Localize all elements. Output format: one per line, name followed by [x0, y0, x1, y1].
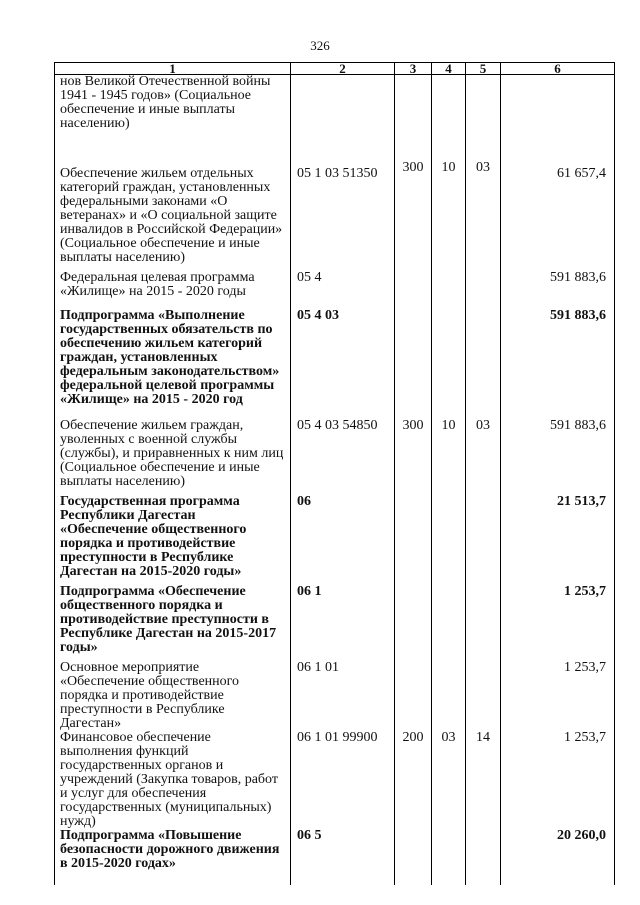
table-row	[55, 419, 615, 495]
cell-name: Основное мероприятие «Обеспечение общественного порядка и противодействие преступности в Республике Дагестан»	[55, 661, 291, 731]
cell-c5	[466, 829, 501, 885]
cell-code: 06 1 01	[291, 661, 395, 731]
table-row	[55, 829, 615, 885]
cell-c4	[432, 661, 466, 731]
cell-c4	[432, 271, 466, 309]
cell-code: 06 1	[291, 585, 395, 661]
column-header: 5	[466, 63, 501, 75]
cell-c4	[432, 75, 466, 162]
table-row	[55, 75, 615, 162]
table-row	[55, 661, 615, 731]
cell-code: 05 4 03	[291, 309, 395, 419]
column-header: 1	[55, 63, 291, 75]
cell-c5: 14	[466, 731, 501, 829]
cell-code: 06 1 01 99900	[291, 731, 395, 829]
cell-c3	[395, 271, 432, 309]
cell-name: Обеспечение жильем отдельных категорий граждан, установленных федеральными законами «О ветеранах» и «О социальной защите инвалидов в Российской Федерации» (Социальное обеспечение и иные выплаты населению)	[55, 161, 291, 271]
cell-amount	[501, 75, 615, 162]
cell-c4: 10	[432, 419, 466, 495]
cell-name: Обеспечение жильем граждан, уволенных с военной службы (службы), и приравненных к ним лиц (Социальное обеспечение и иные выплаты населению)	[55, 419, 291, 495]
cell-code	[291, 75, 395, 162]
table-row	[55, 161, 615, 271]
column-header: 2	[291, 63, 395, 75]
table-body	[55, 75, 615, 886]
budget-table	[54, 62, 615, 885]
cell-c5	[466, 75, 501, 162]
cell-amount: 591 883,6	[501, 271, 615, 309]
cell-name: Подпрограмма «Выполнение государственных обязательств по обеспечению жильем категорий граждан, установленных федеральным законодательством» федеральной целевой программы «Жилище» на 2015 - 2020 год	[55, 309, 291, 419]
cell-amount: 591 883,6	[501, 419, 615, 495]
cell-c4	[432, 495, 466, 585]
cell-c3: 200	[395, 731, 432, 829]
cell-c5: 03	[466, 419, 501, 495]
cell-c3	[395, 75, 432, 162]
column-header: 6	[501, 63, 615, 75]
cell-c4	[432, 309, 466, 419]
table-row	[55, 309, 615, 419]
cell-amount: 1 253,7	[501, 731, 615, 829]
cell-c3	[395, 309, 432, 419]
cell-c3	[395, 661, 432, 731]
cell-name: Подпрограмма «Обеспечение общественного порядка и противодействие преступности в Республике Дагестан на 2015-2017 годы»	[55, 585, 291, 661]
table-header-row	[55, 63, 615, 75]
cell-c3: 300	[395, 161, 432, 271]
cell-code: 06 5	[291, 829, 395, 885]
cell-amount: 20 260,0	[501, 829, 615, 885]
cell-c5	[466, 661, 501, 731]
cell-code: 05 1 03 51350	[291, 161, 395, 271]
cell-c3	[395, 829, 432, 885]
cell-name: Подпрограмма «Повышение безопасности дорожного движения в 2015-2020 годах»	[55, 829, 291, 885]
cell-name: Государственная программа Республики Дагестан «Обеспечение общественного порядка и противодействие преступности в Республике Дагестан на 2015-2020 годы»	[55, 495, 291, 585]
cell-name: Финансовое обеспечение выполнения функций государственных органов и учреждений (Закупка товаров, работ и услуг для обеспечения государственных (муниципальных) нужд)	[55, 731, 291, 829]
cell-c4	[432, 829, 466, 885]
page-number: 326	[310, 38, 330, 53]
cell-c5	[466, 309, 501, 419]
column-header: 3	[395, 63, 432, 75]
cell-code: 06	[291, 495, 395, 585]
table-row	[55, 495, 615, 585]
cell-c5	[466, 495, 501, 585]
cell-c5: 03	[466, 161, 501, 271]
column-header: 4	[432, 63, 466, 75]
cell-amount: 21 513,7	[501, 495, 615, 585]
cell-amount: 1 253,7	[501, 585, 615, 661]
table-row	[55, 731, 615, 829]
cell-name: нов Великой Отечественной войны 1941 - 1945 годов» (Социальное обеспечение и иные выплаты населению)	[55, 75, 291, 162]
table-row	[55, 585, 615, 661]
cell-c5	[466, 271, 501, 309]
cell-c5	[466, 585, 501, 661]
cell-amount: 1 253,7	[501, 661, 615, 731]
cell-amount: 61 657,4	[501, 161, 615, 271]
cell-c3	[395, 585, 432, 661]
cell-c4: 10	[432, 161, 466, 271]
table-row	[55, 271, 615, 309]
cell-name: Федеральная целевая программа «Жилище» на 2015 - 2020 годы	[55, 271, 291, 309]
cell-code: 05 4	[291, 271, 395, 309]
cell-code: 05 4 03 54850	[291, 419, 395, 495]
cell-c3: 300	[395, 419, 432, 495]
cell-amount: 591 883,6	[501, 309, 615, 419]
cell-c3	[395, 495, 432, 585]
cell-c4	[432, 585, 466, 661]
cell-c4: 03	[432, 731, 466, 829]
